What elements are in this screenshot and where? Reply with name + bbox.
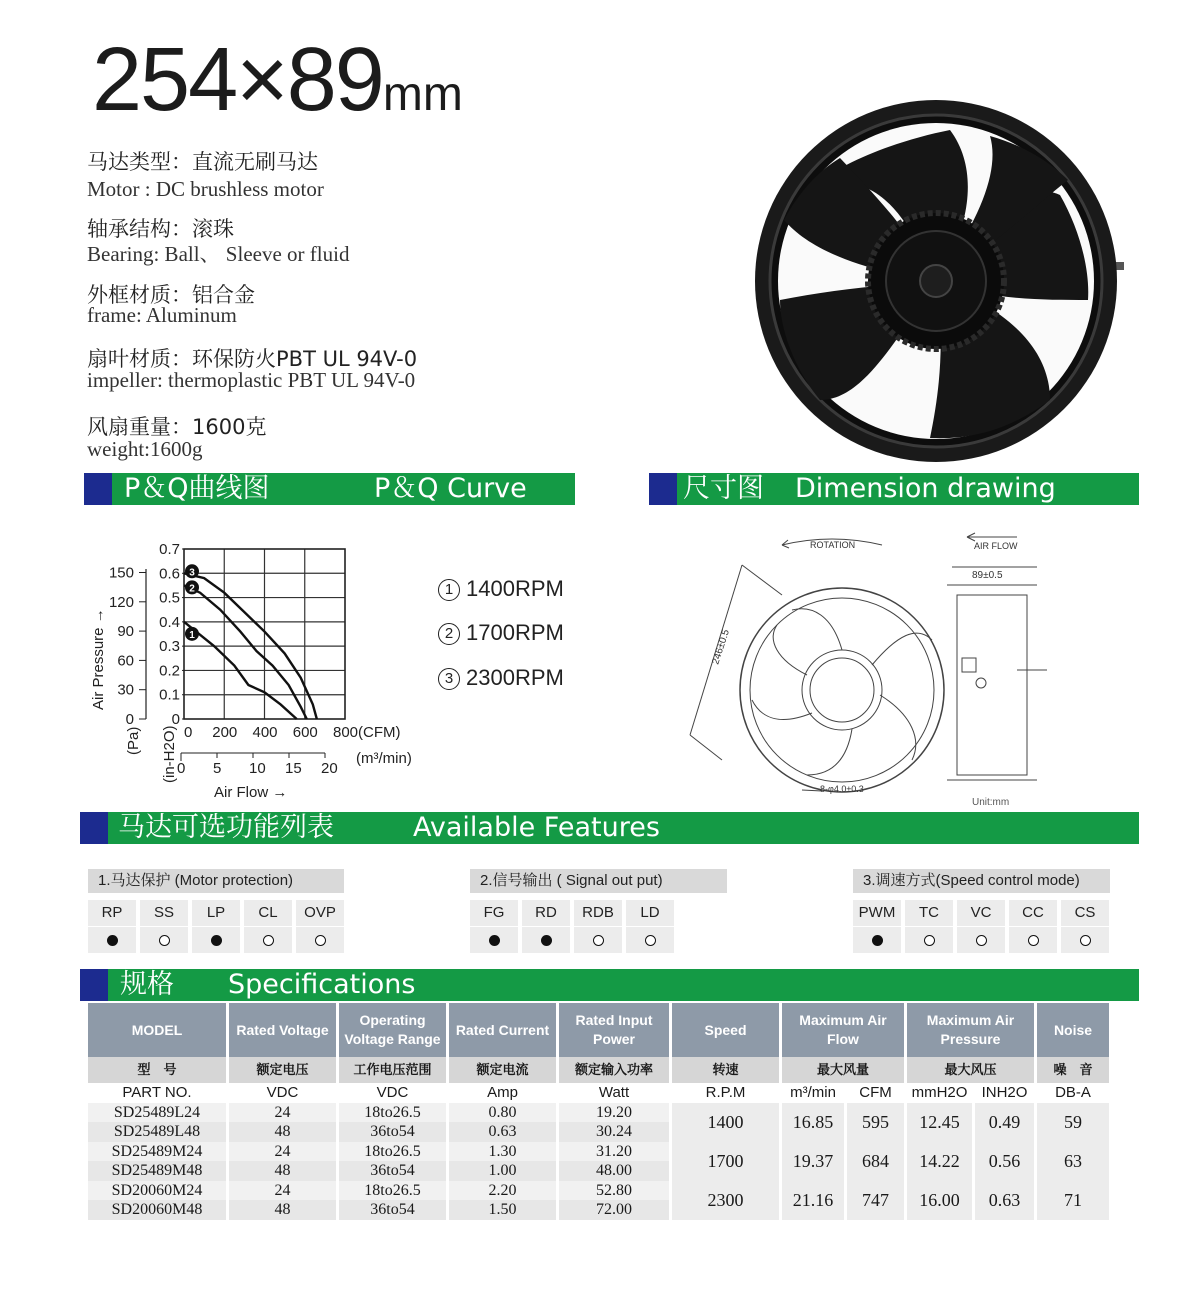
feature-label: RD <box>522 900 570 926</box>
legend-marker: 3 <box>438 668 460 690</box>
hollow-dot-icon <box>159 935 170 946</box>
legend-item-2 <box>438 620 564 646</box>
fan-photo <box>750 100 1126 466</box>
filled-dot-icon <box>211 935 222 946</box>
range-cell: 36to54 <box>339 1200 449 1220</box>
m3-cell: 19.37 <box>782 1142 847 1181</box>
amp-cell: 0.80 <box>449 1103 559 1123</box>
feature-indicator <box>574 927 622 953</box>
feature-indicator <box>88 927 136 953</box>
airflow-label: AIR FLOW <box>974 541 1018 551</box>
y-unit-pa: (Pa) <box>125 726 142 755</box>
feature-label: RP <box>88 900 136 926</box>
filled-dot-icon <box>872 935 883 946</box>
voltage-cell: 24 <box>229 1142 339 1162</box>
specifications-table <box>88 1003 1112 1220</box>
feature-indicator <box>192 927 240 953</box>
feature-label: FG <box>470 900 518 926</box>
section-dimension-bar <box>649 473 1139 505</box>
cn-speed: 转速 <box>672 1057 782 1083</box>
section-feat-en: Available Features <box>413 812 660 843</box>
col-model: MODEL <box>88 1003 229 1057</box>
spec-impeller-cn: 扇叶材质：环保防火PBT UL 94V-0 <box>87 347 418 371</box>
pq-curve-chart <box>84 535 434 805</box>
range-cell: 18to26.5 <box>339 1142 449 1162</box>
range-cell: 36to54 <box>339 1161 449 1181</box>
title-unit: mm <box>382 68 463 121</box>
range-cell: 18to26.5 <box>339 1181 449 1201</box>
model-cell: SD20060M48 <box>88 1200 229 1220</box>
inh2o-cell: 0.63 <box>975 1181 1037 1220</box>
voltage-cell: 24 <box>229 1181 339 1201</box>
rpm-cell: 1400 <box>672 1103 782 1142</box>
voltage-cell: 24 <box>229 1103 339 1123</box>
x-tick-label: 800(CFM) <box>333 724 401 741</box>
unit-cell: mmH2O <box>907 1083 975 1103</box>
filled-dot-icon <box>107 935 118 946</box>
mmh2o-cell: 16.00 <box>907 1181 975 1220</box>
series-marker-label: 1 <box>189 629 195 641</box>
table-row <box>88 1103 1112 1123</box>
y-ticks-pa <box>109 565 146 729</box>
series-marker-label: 3 <box>189 567 195 579</box>
legend-marker: 2 <box>438 623 460 645</box>
header-row <box>88 1003 1112 1057</box>
col-rated-power: Rated Input Power <box>559 1003 672 1057</box>
y-axis-label: Air Pressure → <box>90 608 107 710</box>
amp-cell: 0.63 <box>449 1122 559 1142</box>
feature-label: OVP <box>296 900 344 926</box>
watt-cell: 72.00 <box>559 1200 672 1220</box>
legend-marker: 1 <box>438 579 460 601</box>
model-cell: SD25489M48 <box>88 1161 229 1181</box>
legend-label: 1700RPM <box>466 620 564 645</box>
hollow-dot-icon <box>924 935 935 946</box>
unit-label: Unit:mm <box>972 797 1010 808</box>
hollow-dot-icon <box>1080 935 1091 946</box>
hollow-dot-icon <box>1028 935 1039 946</box>
page-title <box>92 30 463 145</box>
dimension-drawing <box>682 525 1062 815</box>
feature-head-signal: 2.信号输出 ( Signal out put) <box>470 869 727 893</box>
y-tick-label: 0 <box>171 711 180 728</box>
feature-indicator <box>905 927 953 953</box>
voltage-cell: 48 <box>229 1200 339 1220</box>
feature-label: PWM <box>853 900 901 926</box>
voltage-cell: 48 <box>229 1161 339 1181</box>
unit-cell: VDC <box>229 1083 339 1103</box>
col-air-pressure: Maximum Air Pressure <box>907 1003 1037 1057</box>
cn-pressure: 最大风压 <box>907 1057 1037 1083</box>
cfm-cell: 747 <box>847 1181 907 1220</box>
bar-marker <box>649 473 677 505</box>
legend-label: 2300RPM <box>466 665 564 690</box>
feature-head-speed: 3.调速方式(Speed control mode) <box>853 869 1110 893</box>
unit-cell: VDC <box>339 1083 449 1103</box>
bar-marker <box>84 473 112 505</box>
cn-range: 工作电压范围 <box>339 1057 449 1083</box>
header-cn-row <box>88 1057 1112 1083</box>
cn-voltage: 额定电压 <box>229 1057 339 1083</box>
cn-airflow: 最大风量 <box>782 1057 907 1083</box>
hollow-dot-icon <box>315 935 326 946</box>
series-marker-label: 2 <box>189 583 195 595</box>
rotation-label: ROTATION <box>810 540 856 550</box>
cfm-cell: 684 <box>847 1142 907 1181</box>
watt-cell: 48.00 <box>559 1161 672 1181</box>
y-tick-label: 120 <box>108 593 134 611</box>
section-spec-cn: 规格 <box>120 969 174 1000</box>
y-tick-label: 0.2 <box>159 662 180 680</box>
unit-cell: Amp <box>449 1083 559 1103</box>
model-cell: SD25489M24 <box>88 1142 229 1162</box>
range-cell: 18to26.5 <box>339 1103 449 1123</box>
spec-weight-en: weight:1600g <box>87 437 203 461</box>
watt-cell: 31.20 <box>559 1142 672 1162</box>
col-operating-range: Operating Voltage Range <box>339 1003 449 1057</box>
feature-indicator <box>522 927 570 953</box>
spec-bearing-en: Bearing: Ball、 Sleeve or fluid <box>87 242 350 266</box>
col-air-flow: Maximum Air Flow <box>782 1003 907 1057</box>
db-cell: 63 <box>1037 1142 1112 1181</box>
section-feat-cn: 马达可选功能列表 <box>118 812 334 843</box>
unit-cell: PART NO. <box>88 1083 229 1103</box>
section-features-bar <box>80 812 1139 844</box>
x-tick-label: 600 <box>292 724 318 741</box>
legend-item-3 <box>438 665 564 691</box>
legend-item-1 <box>438 576 564 602</box>
y-tick-label: 0.5 <box>159 589 180 607</box>
model-cell: SD20060M24 <box>88 1181 229 1201</box>
spec-frame-cn: 外框材质：铝合金 <box>87 283 255 307</box>
model-cell: SD25489L24 <box>88 1103 229 1123</box>
bar-marker <box>80 969 108 1001</box>
inh2o-cell: 0.49 <box>975 1103 1037 1142</box>
y-tick-label: 0.4 <box>159 613 180 631</box>
y-ticks-inh2o <box>159 541 184 728</box>
feature-head-protection: 1.马达保护 (Motor protection) <box>88 869 344 893</box>
feature-indicator <box>1009 927 1057 953</box>
bar-marker <box>80 812 108 844</box>
y-tick-label: 30 <box>117 681 134 699</box>
model-cell: SD25489L48 <box>88 1122 229 1142</box>
inh2o-cell: 0.56 <box>975 1142 1037 1181</box>
holes-dimension: 8-φ4.0±0.3 <box>820 784 864 794</box>
amp-cell: 2.20 <box>449 1181 559 1201</box>
col-speed: Speed <box>672 1003 782 1057</box>
table-row <box>88 1142 1112 1162</box>
section-pq-en: P＆Q Curve <box>374 473 527 504</box>
amp-cell: 1.00 <box>449 1161 559 1181</box>
x-tick-label: 5 <box>213 760 222 777</box>
y-tick-label: 0.3 <box>159 638 180 656</box>
section-dim-cn: 尺寸图 <box>683 473 764 504</box>
series-lines <box>184 564 317 719</box>
spec-bearing-cn: 轴承结构：滚珠 <box>87 217 234 241</box>
y-tick-label: 0.1 <box>159 686 180 704</box>
spec-frame-en: frame: Aluminum <box>87 303 237 327</box>
rpm-cell: 2300 <box>672 1181 782 1220</box>
col-rated-voltage: Rated Voltage <box>229 1003 339 1057</box>
x-tick-label: 20 <box>321 760 338 777</box>
feature-group-speed <box>853 900 1113 955</box>
db-cell: 71 <box>1037 1181 1112 1220</box>
feature-label: RDB <box>574 900 622 926</box>
feature-indicator <box>244 927 292 953</box>
hollow-dot-icon <box>976 935 987 946</box>
hollow-dot-icon <box>593 935 604 946</box>
feature-indicator <box>626 927 674 953</box>
section-spec-en: Specifications <box>228 969 416 1000</box>
x-tick-label: 200 <box>212 724 238 741</box>
db-cell: 59 <box>1037 1103 1112 1142</box>
feature-group-protection <box>88 900 348 955</box>
feature-indicator <box>853 927 901 953</box>
feature-label: CL <box>244 900 292 926</box>
x-tick-label: 400 <box>252 724 278 741</box>
unit-cell: CFM <box>847 1083 907 1103</box>
y-tick-label: 0 <box>125 711 134 728</box>
col-noise: Noise <box>1037 1003 1112 1057</box>
x-tick-label: 0 <box>177 760 186 777</box>
watt-cell: 19.20 <box>559 1103 672 1123</box>
voltage-cell: 48 <box>229 1122 339 1142</box>
feature-label: CS <box>1061 900 1109 926</box>
title-size: 254×89 <box>92 30 383 130</box>
feature-indicator <box>957 927 1005 953</box>
feature-label: TC <box>905 900 953 926</box>
cn-model: 型 号 <box>88 1057 229 1083</box>
unit-cell: Watt <box>559 1083 672 1103</box>
series-line <box>184 585 307 719</box>
amp-cell: 1.50 <box>449 1200 559 1220</box>
spec-motor-cn: 马达类型：直流无刷马达 <box>87 150 318 174</box>
unit-cell: INH2O <box>975 1083 1037 1103</box>
section-pq-cn: P＆Q曲线图 <box>124 473 270 504</box>
cfm-cell: 595 <box>847 1103 907 1142</box>
feature-label: CC <box>1009 900 1057 926</box>
y-tick-label: 150 <box>108 564 134 582</box>
hollow-dot-icon <box>645 935 656 946</box>
spec-impeller-en: impeller: thermoplastic PBT UL 94V-0 <box>87 368 416 392</box>
x-tick-label: 15 <box>285 760 302 777</box>
feature-label: VC <box>957 900 1005 926</box>
spec-weight-cn: 风扇重量：1600克 <box>87 415 267 439</box>
feature-indicator <box>470 927 518 953</box>
cn-noise: 噪 音 <box>1037 1057 1112 1083</box>
mmh2o-cell: 12.45 <box>907 1103 975 1142</box>
section-dim-en: Dimension drawing <box>795 473 1056 504</box>
section-pq-bar <box>84 473 575 505</box>
unit-cell: DB-A <box>1037 1083 1112 1103</box>
hollow-dot-icon <box>263 935 274 946</box>
mmh2o-cell: 14.22 <box>907 1142 975 1181</box>
feature-group-signal <box>470 900 680 955</box>
x-ticks-cfm <box>184 724 401 741</box>
m3-cell: 21.16 <box>782 1181 847 1220</box>
watt-cell: 52.80 <box>559 1181 672 1201</box>
amp-cell: 1.30 <box>449 1142 559 1162</box>
x-tick-label: 0 <box>184 724 193 741</box>
m3-cell: 16.85 <box>782 1103 847 1142</box>
unit-cell: m³/min <box>782 1083 847 1103</box>
feature-indicator <box>140 927 188 953</box>
watt-cell: 30.24 <box>559 1122 672 1142</box>
spec-motor-en: Motor : DC brushless motor <box>87 177 324 201</box>
range-cell: 36to54 <box>339 1122 449 1142</box>
feature-label: LP <box>192 900 240 926</box>
x-axis-label: Air Flow → <box>214 784 288 801</box>
section-specifications-bar <box>80 969 1139 1001</box>
x-ticks-m3 <box>177 753 338 777</box>
y-unit-inh2o: (in-H2O) <box>161 725 178 783</box>
y-tick-label: 0.7 <box>159 541 180 558</box>
filled-dot-icon <box>541 935 552 946</box>
legend-label: 1400RPM <box>466 576 564 601</box>
cn-current: 额定电流 <box>449 1057 559 1083</box>
diameter-dimension: 246±0.5 <box>710 628 733 666</box>
y-tick-label: 60 <box>117 652 134 670</box>
unit-cell: R.P.M <box>672 1083 782 1103</box>
x-unit-m3: (m³/min) <box>356 750 412 767</box>
filled-dot-icon <box>489 935 500 946</box>
feature-label: SS <box>140 900 188 926</box>
feature-indicator <box>296 927 344 953</box>
col-rated-current: Rated Current <box>449 1003 559 1057</box>
feature-label: LD <box>626 900 674 926</box>
y-tick-label: 90 <box>117 623 134 641</box>
unit-row <box>88 1083 1112 1103</box>
depth-dimension: 89±0.5 <box>972 570 1003 581</box>
x-tick-label: 10 <box>249 760 266 777</box>
table-row <box>88 1181 1112 1201</box>
cn-power: 额定输入功率 <box>559 1057 672 1083</box>
y-tick-label: 0.6 <box>159 565 180 583</box>
rpm-cell: 1700 <box>672 1142 782 1181</box>
feature-indicator <box>1061 927 1109 953</box>
